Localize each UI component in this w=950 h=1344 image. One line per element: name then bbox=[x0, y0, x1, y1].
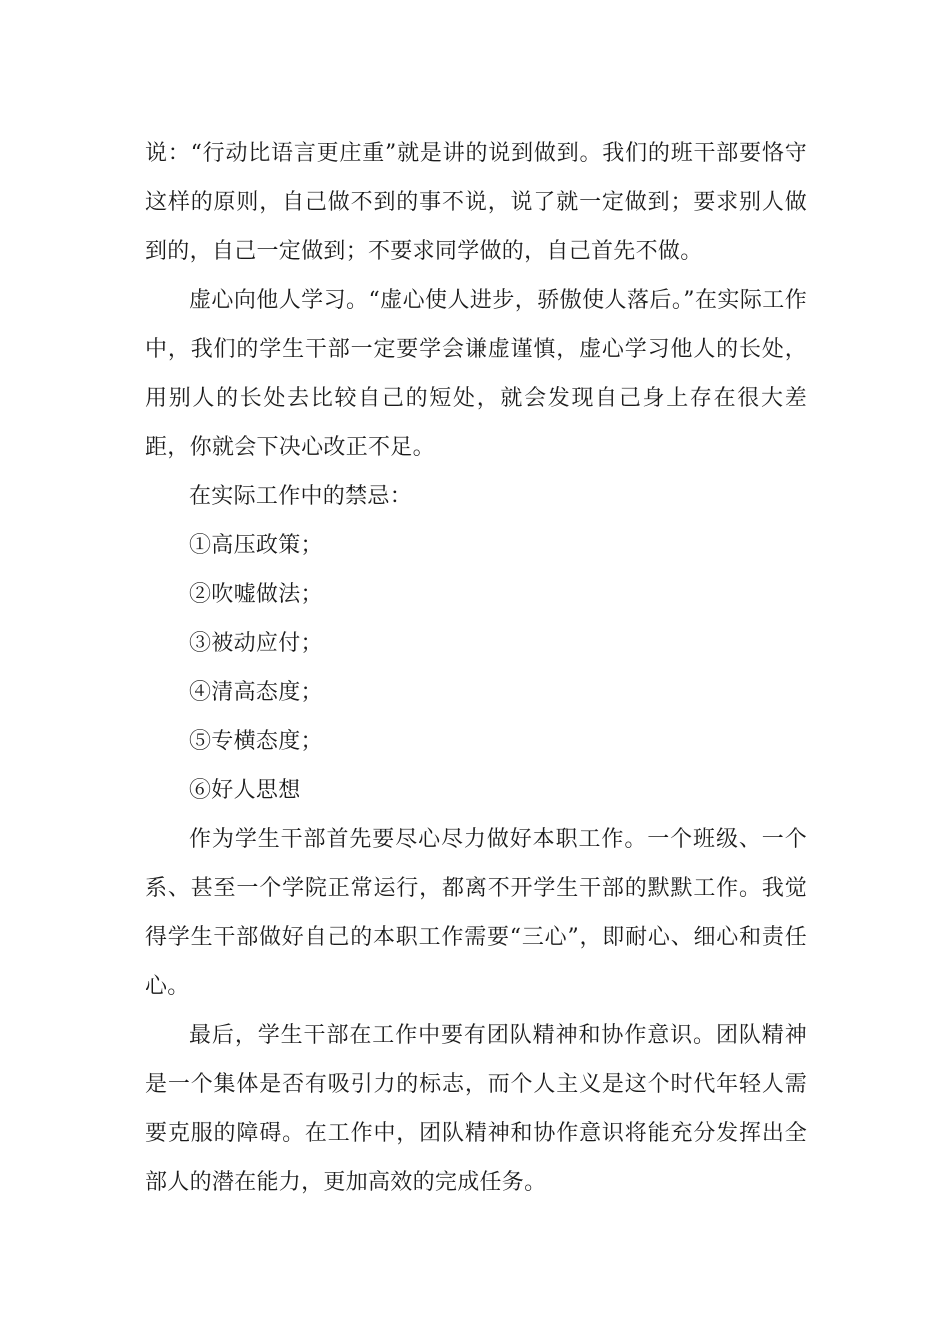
paragraph-taboos-heading: 在实际工作中的禁忌： bbox=[189, 484, 413, 509]
list-item-taboo-6: ⑥好人思想 bbox=[189, 778, 301, 803]
list-item-taboo-3: ③被动应付； bbox=[189, 631, 323, 656]
paragraph-do-duty-well: 作为学生干部首先要尽心尽力做好本职工作。一个班级、一个系、甚至一个学院正常运行，都离不开学生干部的默默工作。我觉得学生干部做好自己的本职工作需要“三心”，即耐心、细心和责任心。 bbox=[145, 827, 807, 999]
document-page bbox=[145, 129, 807, 1207]
list-item-taboo-5: ⑤专横态度； bbox=[189, 729, 323, 754]
paragraph-team-spirit: 最后，学生干部在工作中要有团队精神和协作意识。团队精神是一个集体是否有吸引力的标志，而个人主义是这个时代年轻人需要克服的障碍。在工作中，团队精神和协作意识将能充分发挥出全部人的潜在能力，更加高效的完成任务。 bbox=[145, 1023, 807, 1195]
paragraph-learn-from-others: 虚心向他人学习。“虚心使人进步，骄傲使人落后。”在实际工作中，我们的学生干部一定要学会谦虚谨慎，虚心学习他人的长处，用别人的长处去比较自己的短处，就会发现自己身上存在很大差距，你就会下决心改正不足。 bbox=[145, 288, 807, 460]
list-item-taboo-2: ②吹嘘做法； bbox=[189, 582, 323, 607]
paragraph-continuation: 说：“行动比语言更庄重”就是讲的说到做到。我们的班干部要恪守这样的原则，自己做不到的事不说，说了就一定做到；要求别人做到的，自己一定做到；不要求同学做的，自己首先不做。 bbox=[145, 141, 807, 264]
list-item-taboo-4: ④清高态度； bbox=[189, 680, 323, 705]
list-item-taboo-1: ①高压政策； bbox=[189, 533, 323, 558]
